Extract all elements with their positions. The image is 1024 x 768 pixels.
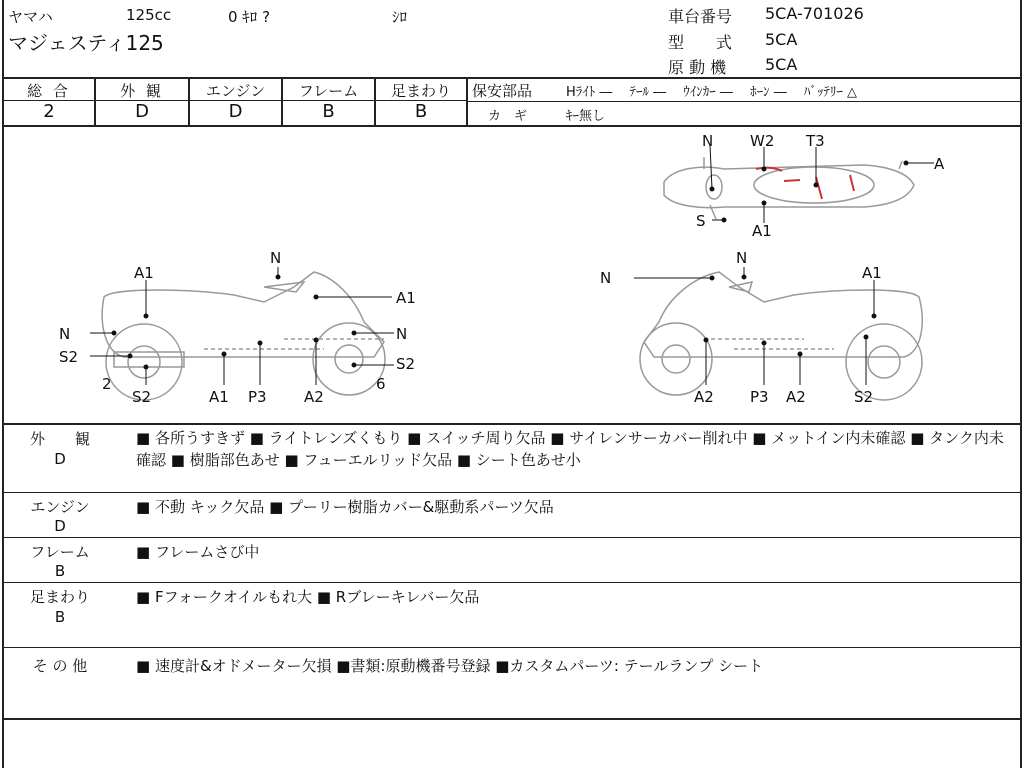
section-engine-title: エンジン <box>30 498 90 516</box>
right-label-a1: A1 <box>862 264 882 282</box>
top-label-a: A <box>934 155 945 173</box>
left-label-a1-top: A1 <box>134 264 154 282</box>
section-engine-body: ■ 不動 キック欠品 ■ プーリー樹脂カバー&駆動系パーツ欠品 <box>136 498 554 516</box>
damage-diagram <box>4 127 1020 423</box>
safety-items: Hﾗｲﾄ ― ﾃｰﾙ ― ｳｲﾝｶｰ ― ﾎｰﾝ ― ﾊﾞｯﾃﾘｰ △ <box>566 85 857 100</box>
section-other-body: ■ 速度計&オドメーター欠損 ■書類:原動機番号登録 ■カスタムパーツ: テールランプ シート <box>136 657 764 675</box>
key-value: ｷｰ無し <box>566 109 606 124</box>
section-exterior-grade: D <box>54 450 66 468</box>
divider <box>2 582 1022 583</box>
grade-suspension: B <box>414 101 428 122</box>
left-view-scooter <box>102 272 385 400</box>
left-label-n-front: N <box>396 325 408 343</box>
divider <box>467 101 1022 102</box>
type-value: 5CA <box>765 30 798 49</box>
section-exterior-title: 外 観 <box>29 430 90 448</box>
divider <box>2 647 1022 648</box>
grade-header-overall: 総 合 <box>27 82 71 100</box>
left-label-s2-wheel: S2 <box>132 388 152 406</box>
top-view-scooter <box>664 157 914 219</box>
section-engine-grade: D <box>54 517 66 535</box>
grade-exterior: D <box>135 101 149 122</box>
left-label-a1-floor: A1 <box>209 388 229 406</box>
right-label-a2: A2 <box>786 388 806 406</box>
displacement: 125cc <box>126 6 172 24</box>
maker: ヤマハ <box>8 8 53 26</box>
right-view-scooter <box>640 272 922 400</box>
grade-overall: 2 <box>43 101 55 122</box>
section-frame-grade: B <box>54 562 66 580</box>
engine-value: 5CA <box>765 55 798 74</box>
left-label-6: 6 <box>376 375 386 393</box>
top-label-a1: A1 <box>752 222 772 240</box>
right-label-p3: P3 <box>750 388 769 406</box>
right-label-a2-front: A2 <box>694 388 714 406</box>
grade-header-frame: フレーム <box>298 82 359 100</box>
top-label-s: S <box>696 212 706 230</box>
left-label-p3: P3 <box>248 388 267 406</box>
grade-header-exterior: 外 観 <box>120 82 164 100</box>
section-suspension-body: ■ Fフォークオイルもれ大 ■ Rブレーキレバー欠品 <box>136 588 480 606</box>
mileage: 0 ｷﾛ ? <box>228 8 271 26</box>
section-exterior-body: ■ 各所うすきず ■ ライトレンズくもり ■ スイッチ周り欠品 ■ サイレンサーカバー削れ中 ■ メットイン内未確認 ■ タンク内未確認 ■ 樹脂部色あせ ■ フューエルリッド欠品 ■ シート色あせ小 <box>136 429 1004 469</box>
top-label-n: N <box>702 132 714 150</box>
engine-label: 原 動 機 <box>668 58 727 77</box>
grade-header-suspension: 足まわり <box>390 82 451 100</box>
top-label-t3: T3 <box>806 132 825 150</box>
type-label: 型 式 <box>668 33 733 52</box>
key-label: カ ギ <box>488 109 528 124</box>
section-suspension-title: 足まわり <box>29 588 90 606</box>
divider <box>2 77 1022 79</box>
grade-header-engine: エンジン <box>205 82 266 100</box>
divider <box>466 77 468 125</box>
grade-engine: D <box>228 101 243 122</box>
left-label-2: 2 <box>102 375 112 393</box>
section-other-title: そ の 他 <box>32 657 88 675</box>
left-label-a2: A2 <box>304 388 324 406</box>
divider <box>2 492 1022 493</box>
section-suspension-grade: B <box>54 608 66 626</box>
model-name: マジェスティ125 <box>8 31 164 55</box>
left-label-n-rear: N <box>59 325 71 343</box>
divider <box>2 537 1022 538</box>
right-label-n-front: N <box>600 269 612 287</box>
right-label-n-mirror: N <box>736 249 748 267</box>
safety-title: 保安部品 <box>472 82 533 100</box>
divider <box>2 718 1022 720</box>
color: ｼﾛ <box>392 8 408 26</box>
grade-frame: B <box>322 101 335 122</box>
top-label-w2: W2 <box>750 132 775 150</box>
section-frame-body: ■ フレームさび中 <box>136 543 260 561</box>
left-label-s2-muffler: S2 <box>59 348 79 366</box>
frame-no-label: 車台番号 <box>668 7 733 26</box>
right-label-s2: S2 <box>854 388 874 406</box>
left-label-s2-front: S2 <box>396 355 416 373</box>
section-frame-title: フレーム <box>30 543 90 561</box>
divider <box>2 423 1022 425</box>
left-label-a1-front: A1 <box>396 289 416 307</box>
frame-no: 5CA-701026 <box>765 4 864 23</box>
left-label-n-mirror: N <box>270 249 282 267</box>
